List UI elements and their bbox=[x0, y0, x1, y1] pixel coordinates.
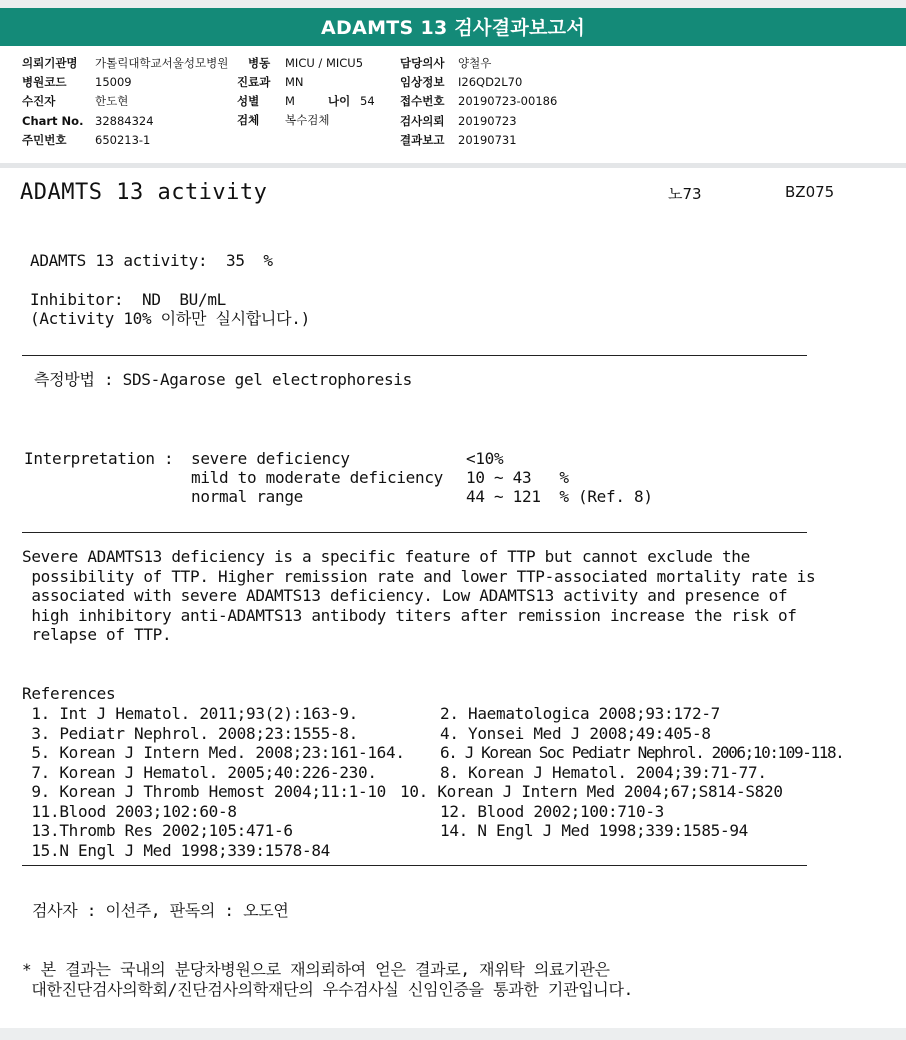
interp-row-value: 10 ~ 43 % bbox=[466, 468, 569, 487]
comment-line: possibility of TTP. Higher remission rate and lower TTP-associated mortality rate is bbox=[22, 567, 816, 586]
interp-row-value: <10% bbox=[466, 449, 504, 468]
interpretation-label: Interpretation : bbox=[24, 449, 174, 468]
patient-info-header bbox=[0, 50, 906, 162]
reference-item: 7. Korean J Hematol. 2005;40:226-230. bbox=[22, 763, 377, 782]
dept-label: 진료과 bbox=[237, 75, 271, 89]
id-value: 650213-1 bbox=[95, 133, 151, 147]
age-label: 나이 bbox=[328, 94, 351, 108]
divider-1 bbox=[22, 355, 807, 356]
reference-item: 14. N Engl J Med 1998;339:1585-94 bbox=[440, 821, 748, 840]
reference-item: 15.N Engl J Med 1998;339:1578-84 bbox=[22, 841, 330, 860]
hospital-value: 가톨릭대학교서울성모병원 bbox=[95, 56, 229, 70]
chart-value: 32884324 bbox=[95, 114, 154, 128]
divider-3 bbox=[22, 865, 807, 866]
ward-value: MICU / MICU5 bbox=[285, 56, 364, 70]
patient-label: 수진자 bbox=[22, 94, 56, 108]
interp-row-label: severe deficiency bbox=[191, 449, 350, 468]
reference-item: 9. Korean J Thromb Hemost 2004;11:1-10 bbox=[22, 782, 386, 801]
hospital-label: 의뢰기관명 bbox=[22, 56, 78, 70]
reported-label: 결과보고 bbox=[400, 133, 445, 147]
doctor-value: 양철우 bbox=[458, 56, 492, 70]
reference-item: 3. Pediatr Nephrol. 2008;23:1555-8. bbox=[22, 724, 358, 743]
clinical-label: 임상정보 bbox=[400, 75, 445, 89]
interp-row-label: normal range bbox=[191, 487, 303, 506]
comment-line: associated with severe ADAMTS13 deficiency. Low ADAMTS13 activity and presence of bbox=[22, 586, 788, 605]
test-code-1: 노73 bbox=[668, 185, 702, 203]
interp-row-label: mild to moderate deficiency bbox=[191, 468, 443, 487]
reference-item: 13.Thromb Res 2002;105:471-6 bbox=[22, 821, 293, 840]
reference-item: 1. Int J Hematol. 2011;93(2):163-9. bbox=[22, 704, 358, 723]
comment-line: Severe ADAMTS13 deficiency is a specific feature of TTP but cannot exclude the bbox=[22, 547, 750, 566]
reported-value: 20190731 bbox=[458, 133, 517, 147]
references-label: References bbox=[22, 684, 116, 703]
reference-item: 8. Korean J Hematol. 2004;39:71-77. bbox=[440, 763, 767, 782]
comment-line: high inhibitory anti-ADAMTS13 antibody titers after remission increase the risk of bbox=[22, 606, 797, 625]
specimen-label: 검체 bbox=[237, 113, 260, 127]
inhibitor-note: (Activity 10% 이하만 실시합니다.) bbox=[30, 309, 310, 328]
ward-label: 병동 bbox=[248, 56, 271, 70]
footnote-line-1: * 본 결과는 국내의 분당차병원으로 재의뢰하여 얻은 결과로, 재위탁 의료기관은 bbox=[22, 960, 610, 979]
dept-value: MN bbox=[285, 75, 304, 89]
report-title-bar: ADAMTS 13 검사결과보고서 bbox=[0, 8, 906, 46]
receipt-label: 접수번호 bbox=[400, 94, 445, 108]
receipt-value: 20190723-00186 bbox=[458, 94, 558, 108]
top-border bbox=[0, 0, 906, 8]
footnote-line-2: 대한진단검사의학회/진단검사의학재단의 우수검사실 신임인증을 통과한 기관입니다. bbox=[22, 980, 633, 999]
reference-item: 4. Yonsei Med J 2008;49:405-8 bbox=[440, 724, 711, 743]
comment-line: relapse of TTP. bbox=[22, 625, 172, 644]
patient-value: 한도현 bbox=[95, 94, 129, 108]
specimen-value: 복수검체 bbox=[285, 113, 330, 127]
age-value: 54 bbox=[360, 94, 375, 108]
report-heading: ADAMTS 13 activity bbox=[20, 180, 268, 205]
header-separator bbox=[0, 163, 906, 168]
requested-value: 20190723 bbox=[458, 114, 517, 128]
id-label: 주민번호 bbox=[22, 133, 67, 147]
reference-item: 2. Haematologica 2008;93:172-7 bbox=[440, 704, 720, 723]
sex-value: M bbox=[285, 94, 295, 108]
divider-2 bbox=[22, 532, 807, 533]
bottom-border bbox=[0, 1028, 906, 1040]
interp-row-value: 44 ~ 121 % (Ref. 8) bbox=[466, 487, 653, 506]
activity-result: ADAMTS 13 activity: 35 % bbox=[30, 251, 273, 270]
reference-item: 6. J Korean Soc Pediatr Nephrol. 2006;10:109-118. bbox=[440, 743, 844, 762]
reference-item: 12. Blood 2002;100:710-3 bbox=[440, 802, 664, 821]
clinical-value: I26QD2L70 bbox=[458, 75, 523, 89]
examiner-line: 검사자 : 이선주, 판독의 : 오도연 bbox=[32, 901, 289, 920]
test-code-2: BZ075 bbox=[785, 183, 835, 201]
method-line: 측정방법 : SDS-Agarose gel electrophoresis bbox=[34, 370, 412, 389]
code-value: 15009 bbox=[95, 75, 132, 89]
requested-label: 검사의뢰 bbox=[400, 114, 445, 128]
inhibitor-result: Inhibitor: ND BU/mL bbox=[30, 290, 226, 309]
reference-item: 11.Blood 2003;102:60-8 bbox=[22, 802, 237, 821]
chart-label: Chart No. bbox=[22, 114, 84, 128]
sex-label: 성별 bbox=[237, 94, 260, 108]
reference-item: 10. Korean J Intern Med 2004;67;S814-S820 bbox=[400, 782, 783, 801]
doctor-label: 담당의사 bbox=[400, 56, 445, 70]
code-label: 병원코드 bbox=[22, 75, 67, 89]
reference-item: 5. Korean J Intern Med. 2008;23:161-164. bbox=[22, 743, 405, 762]
